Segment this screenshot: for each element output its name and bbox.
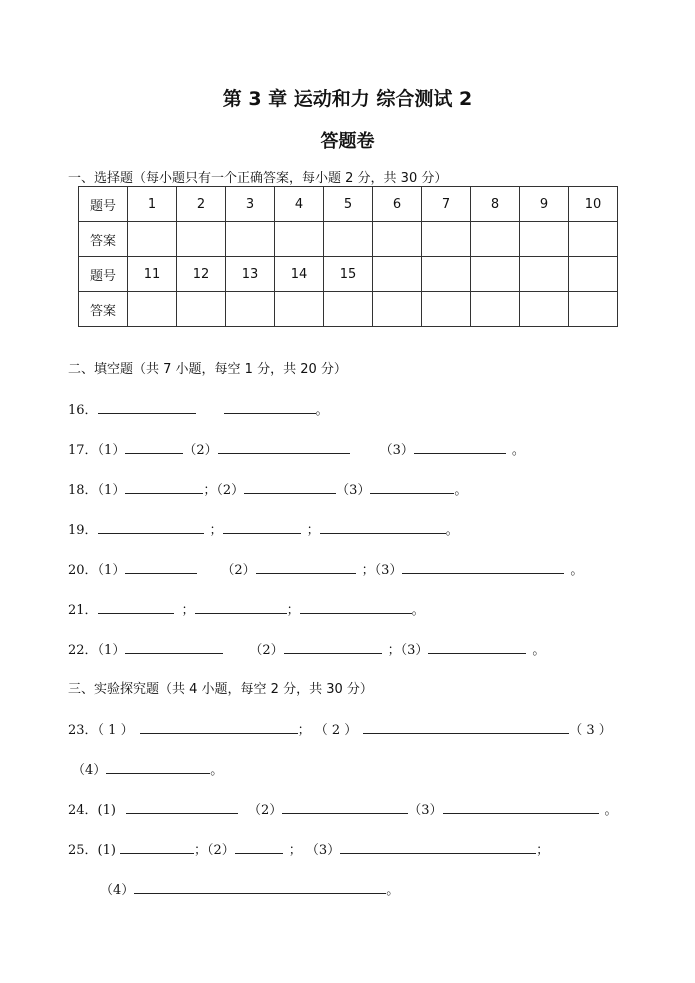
- answer-blank[interactable]: [244, 480, 336, 494]
- table-row: [79, 292, 618, 327]
- question-17: [68, 439, 525, 458]
- part-label: （4）: [72, 763, 107, 778]
- answer-cell[interactable]: [373, 292, 422, 327]
- question-number: 12: [177, 257, 226, 292]
- answer-blank[interactable]: [98, 520, 204, 534]
- answer-blank[interactable]: [125, 480, 203, 494]
- table-row: [79, 187, 618, 222]
- table-row: [79, 222, 618, 257]
- answer-blank[interactable]: [195, 600, 287, 614]
- answer-blank[interactable]: [134, 880, 386, 894]
- question-25: [68, 839, 549, 858]
- question-number: 14: [275, 257, 324, 292]
- question-number: 8: [471, 187, 520, 222]
- answer-cell[interactable]: [520, 222, 569, 257]
- punctuation: 。: [570, 563, 584, 578]
- punctuation: 。: [445, 523, 459, 538]
- punctuation: ；: [536, 843, 550, 858]
- answer-blank[interactable]: [125, 560, 197, 574]
- answer-blank[interactable]: [223, 520, 301, 534]
- punctuation: 。: [604, 803, 618, 818]
- row-label: 题号: [79, 187, 128, 222]
- answer-cell[interactable]: [324, 292, 373, 327]
- question-number: 19．: [68, 523, 98, 538]
- answer-cell[interactable]: [226, 292, 275, 327]
- question-number: 24．(1): [68, 803, 116, 818]
- question-number: 13: [226, 257, 275, 292]
- answer-cell[interactable]: [422, 292, 471, 327]
- question-number: 20．（1）: [68, 563, 126, 578]
- separator: ；: [306, 523, 320, 538]
- separator: ；（3）: [361, 563, 403, 578]
- answer-blank[interactable]: [300, 600, 412, 614]
- answer-blank[interactable]: [224, 400, 316, 414]
- question-number: 18．（1）: [68, 483, 126, 498]
- punctuation: 。: [210, 763, 224, 778]
- answer-blank[interactable]: [98, 400, 196, 414]
- answer-cell[interactable]: [569, 222, 618, 257]
- answer-blank[interactable]: [363, 720, 569, 734]
- part-label: （2）: [221, 563, 256, 578]
- punctuation: 。: [315, 403, 329, 418]
- question-number: 10: [569, 187, 618, 222]
- answer-cell[interactable]: [128, 222, 177, 257]
- question-number: 17．（1）: [68, 443, 126, 458]
- answer-blank[interactable]: [402, 560, 564, 574]
- answer-cell[interactable]: [569, 292, 618, 327]
- question-21: [68, 599, 425, 618]
- answer-blank[interactable]: [106, 760, 210, 774]
- answer-blank[interactable]: [125, 440, 183, 454]
- punctuation: 。: [532, 643, 546, 658]
- answer-blank[interactable]: [443, 800, 599, 814]
- answer-grid: [78, 186, 618, 327]
- answer-blank[interactable]: [98, 600, 174, 614]
- answer-blank[interactable]: [120, 840, 194, 854]
- answer-cell[interactable]: [324, 222, 373, 257]
- answer-cell[interactable]: [520, 292, 569, 327]
- part-label: （ 3 ）: [569, 723, 612, 738]
- answer-cell[interactable]: [471, 292, 520, 327]
- part-label: （3）: [336, 483, 371, 498]
- question-number: 11: [128, 257, 177, 292]
- page-subtitle: 答题卷: [320, 131, 375, 152]
- answer-blank[interactable]: [340, 840, 536, 854]
- separator: ；（2）: [203, 483, 245, 498]
- question-number: 23．（ 1 ）: [68, 723, 134, 738]
- question-number: 22．（1）: [68, 643, 126, 658]
- table-row: [79, 257, 618, 292]
- part-label: （2）: [247, 803, 283, 818]
- answer-cell[interactable]: [275, 222, 324, 257]
- question-24: [68, 799, 618, 818]
- answer-blank[interactable]: [218, 440, 350, 454]
- answer-cell[interactable]: [373, 222, 422, 257]
- question-number: [422, 257, 471, 292]
- answer-cell[interactable]: [177, 292, 226, 327]
- answer-blank[interactable]: [414, 440, 506, 454]
- question-number: 21．: [68, 603, 98, 618]
- part-label: （2）: [249, 643, 284, 658]
- answer-cell[interactable]: [226, 222, 275, 257]
- punctuation: 。: [511, 443, 525, 458]
- answer-blank[interactable]: [284, 640, 382, 654]
- question-number: 5: [324, 187, 373, 222]
- page-title: 第 3 章 运动和力 综合测试 2: [222, 88, 473, 110]
- answer-cell[interactable]: [128, 292, 177, 327]
- question-number: [471, 257, 520, 292]
- answer-blank[interactable]: [320, 520, 446, 534]
- separator: ；（3）: [387, 643, 429, 658]
- separator: ；（2）: [193, 843, 235, 858]
- question-number: 3: [226, 187, 275, 222]
- question-number: 7: [422, 187, 471, 222]
- question-number: 15: [324, 257, 373, 292]
- question-18: [68, 479, 467, 498]
- answer-blank[interactable]: [126, 800, 238, 814]
- answer-blank[interactable]: [256, 560, 356, 574]
- part-label: （3）: [408, 803, 443, 818]
- separator: ； （ 2 ）: [297, 723, 358, 738]
- punctuation: 。: [411, 603, 425, 618]
- separator: ； （3）: [288, 843, 341, 858]
- question-number: 9: [520, 187, 569, 222]
- punctuation: 。: [454, 483, 468, 498]
- section-2-heading: 二、填空题（共 7 小题，每空 1 分，共 20 分）: [68, 362, 347, 377]
- question-number: 16．: [68, 403, 98, 418]
- section-3-heading: 三、实验探究题（共 4 小题，每空 2 分，共 30 分）: [68, 682, 373, 697]
- answer-blank[interactable]: [125, 640, 223, 654]
- answer-cell[interactable]: [471, 222, 520, 257]
- answer-cell[interactable]: [275, 292, 324, 327]
- part-label: （2）: [183, 443, 218, 458]
- part-label: （4）: [100, 883, 135, 898]
- question-23: [68, 719, 612, 738]
- question-22: [68, 639, 545, 658]
- row-label: 答案: [79, 222, 128, 257]
- question-19: [68, 519, 459, 538]
- question-20: [68, 559, 583, 578]
- punctuation: 。: [386, 883, 400, 898]
- answer-blank[interactable]: [235, 840, 283, 854]
- row-label: 题号: [79, 257, 128, 292]
- question-number: [520, 257, 569, 292]
- separator: ；: [209, 523, 223, 538]
- question-number: 4: [275, 187, 324, 222]
- answer-blank[interactable]: [428, 640, 526, 654]
- question-23-continued: [72, 759, 223, 778]
- separator: ；: [286, 603, 300, 618]
- question-number: 6: [373, 187, 422, 222]
- question-number: 2: [177, 187, 226, 222]
- answer-cell[interactable]: [177, 222, 226, 257]
- answer-blank[interactable]: [140, 720, 298, 734]
- question-number: [569, 257, 618, 292]
- part-label: （3）: [379, 443, 414, 458]
- question-25-continued: [100, 879, 399, 898]
- answer-blank[interactable]: [370, 480, 454, 494]
- question-number: 25．(1): [68, 843, 116, 858]
- answer-blank[interactable]: [282, 800, 408, 814]
- separator: ；: [181, 603, 195, 618]
- question-number: 1: [128, 187, 177, 222]
- answer-cell[interactable]: [422, 222, 471, 257]
- section-1-heading: 一、选择题（每小题只有一个正确答案，每小题 2 分，共 30 分）: [68, 171, 448, 186]
- question-number: [373, 257, 422, 292]
- question-16: [68, 399, 329, 418]
- row-label: 答案: [79, 292, 128, 327]
